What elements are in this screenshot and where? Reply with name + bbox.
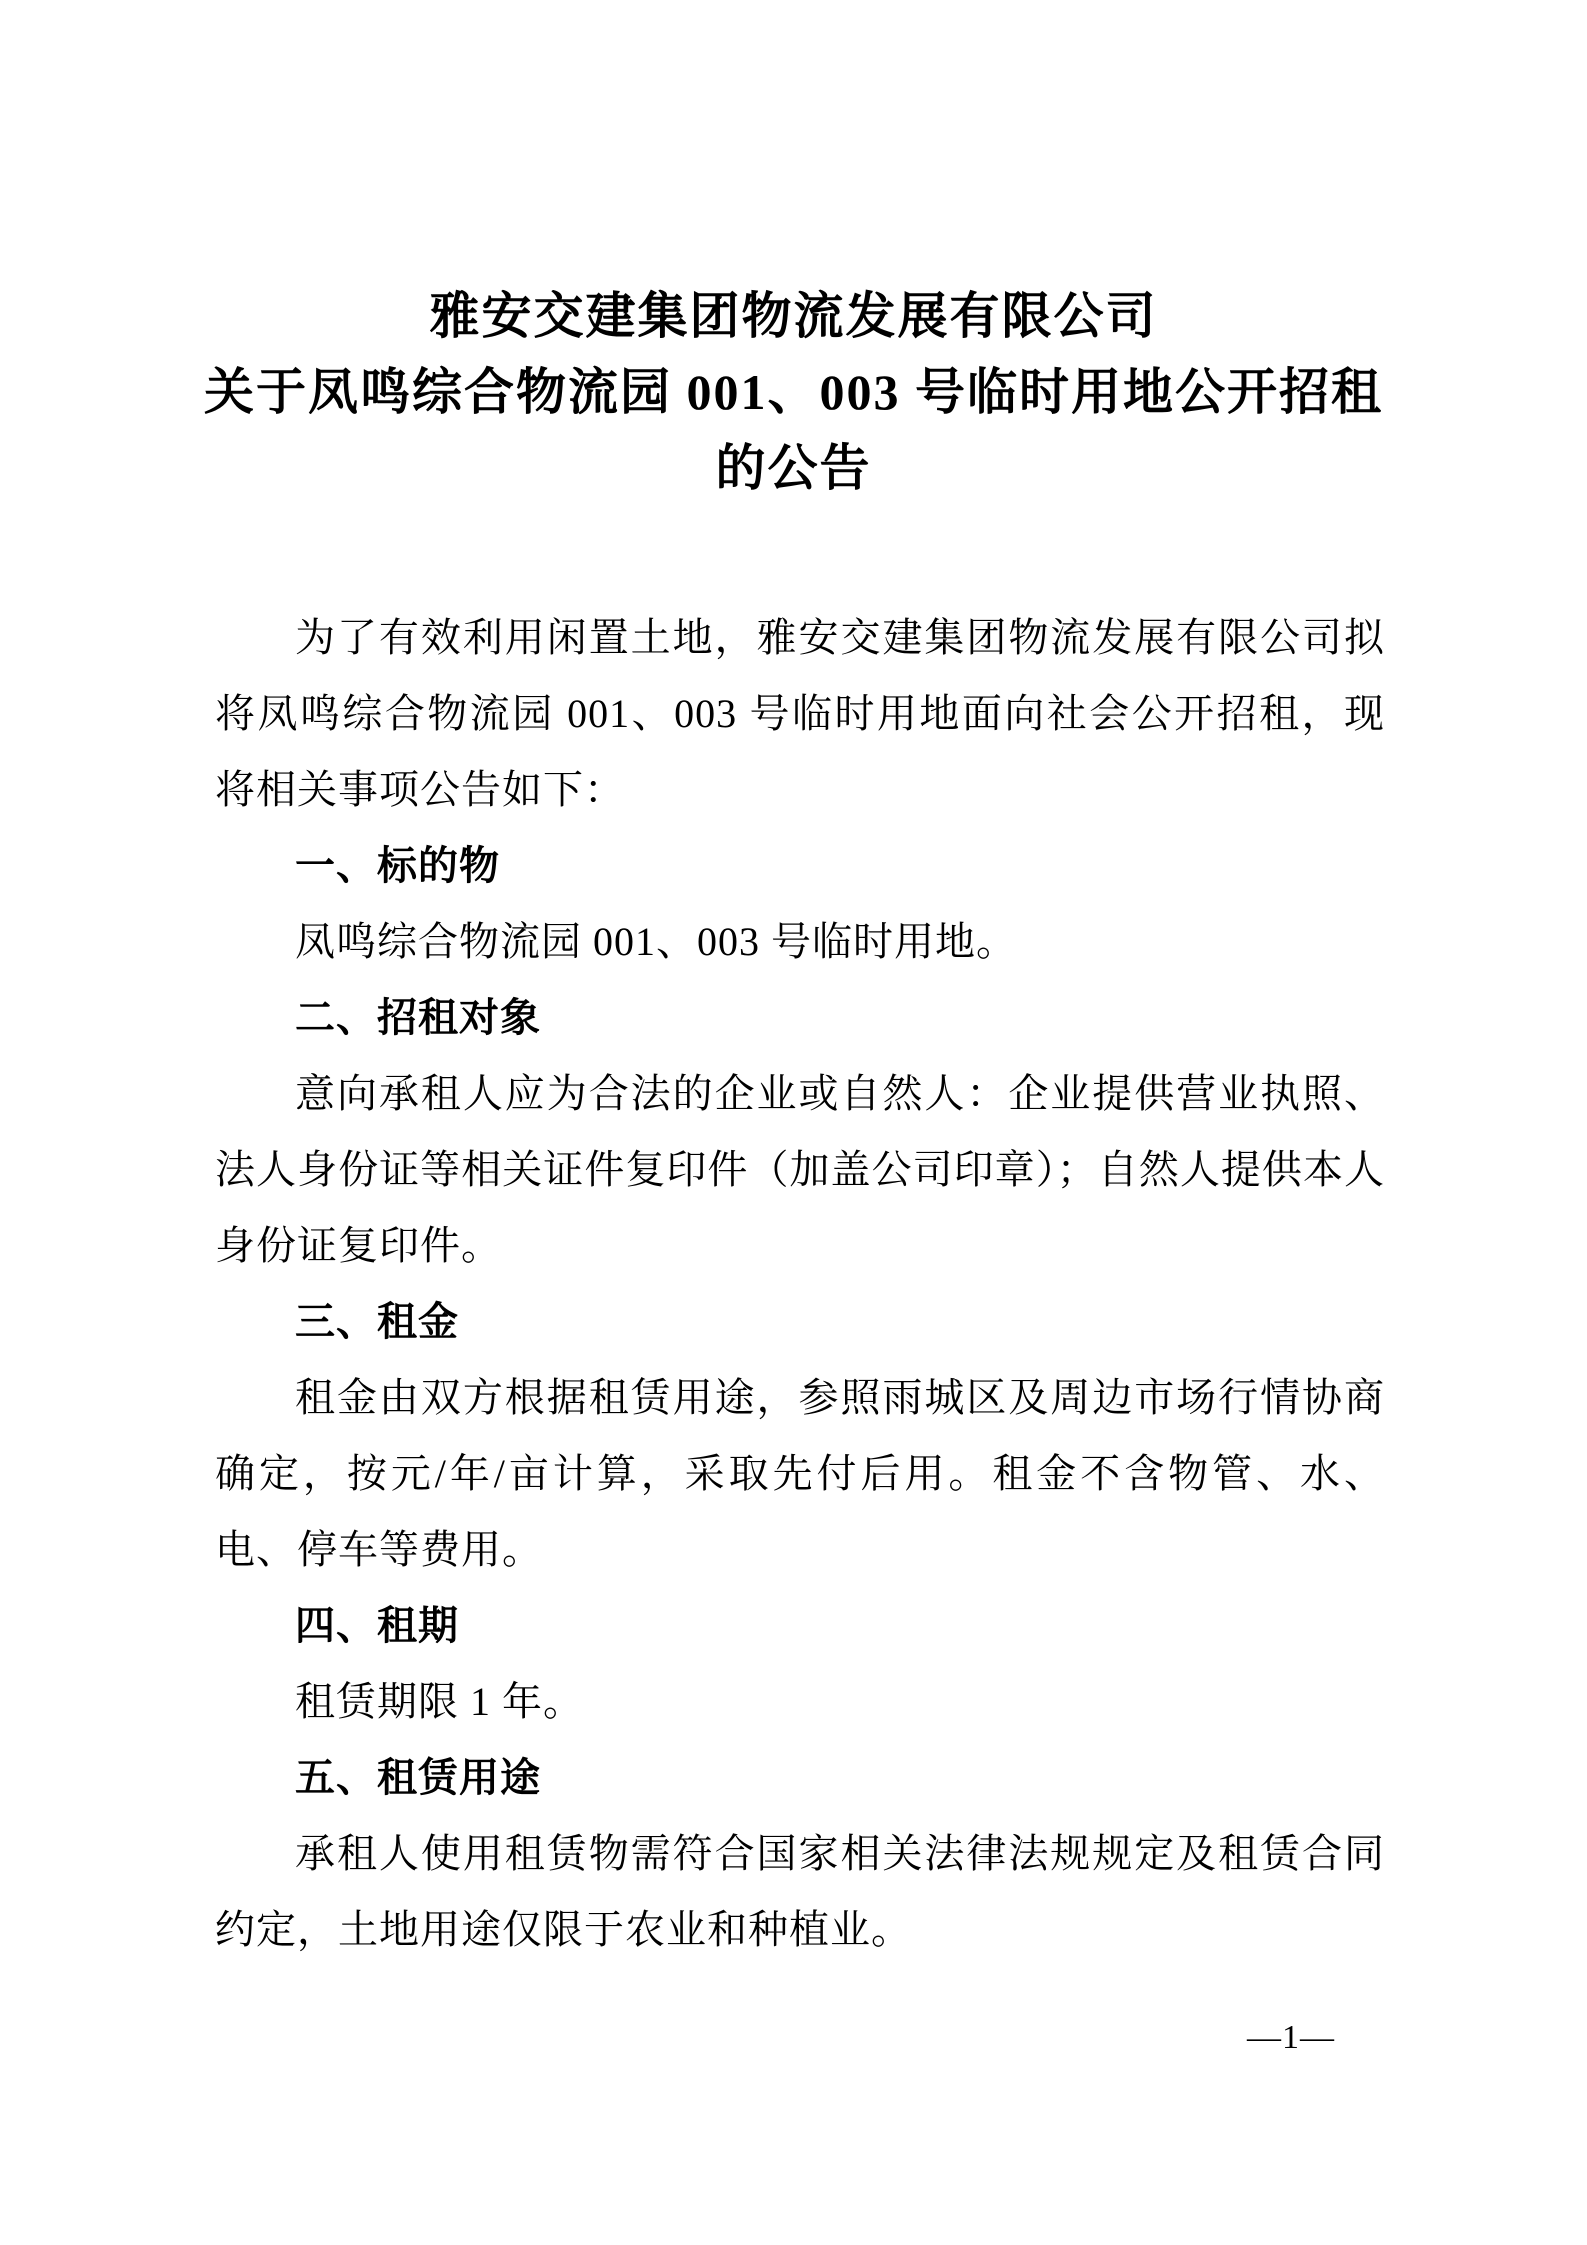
title-line-1: 雅安交建集团物流发展有限公司 [429, 288, 1158, 344]
title-line-2: 关于凤鸣综合物流园 001、003 号临时用地公开招租 [204, 364, 1383, 420]
document-body [215, 600, 1385, 1968]
section-5-heading: 五、租赁用途 [295, 1756, 541, 1800]
section-1-body: 凤鸣综合物流园 001、003 号临时用地。 [295, 919, 1017, 964]
document-title [90, 0, 1497, 506]
section-1-heading: 一、标的物 [295, 844, 500, 888]
intro-paragraph: 为了有效利用闲置土地，雅安交建集团物流发展有限公司拟将凤鸣综合物流园 001、003 号临时用地面向社会公开招租，现将相关事项公告如下： [215, 615, 1385, 812]
section-3-body: 租金由双方根据租赁用途，参照雨城区及周边市场行情协商确定，按元/年/亩计算，采取先付后用。租金不含物管、水、电、停车等费用。 [215, 1375, 1385, 1572]
section-3-heading: 三、租金 [295, 1300, 459, 1344]
title-line-3: 的公告 [715, 440, 872, 496]
section-2-body: 意向承租人应为合法的企业或自然人：企业提供营业执照、法人身份证等相关证件复印件（加盖公司印章）；自然人提供本人身份证复印件。 [215, 1071, 1385, 1268]
page-number: —1— [1247, 2019, 1335, 2056]
section-4-heading: 四、租期 [295, 1604, 459, 1648]
section-5-body: 承租人使用租赁物需符合国家相关法律法规规定及租赁合同约定，土地用途仅限于农业和种植业。 [215, 1831, 1385, 1952]
section-2-heading: 二、招租对象 [295, 996, 541, 1040]
section-4-body: 租赁期限 1 年。 [295, 1679, 584, 1724]
